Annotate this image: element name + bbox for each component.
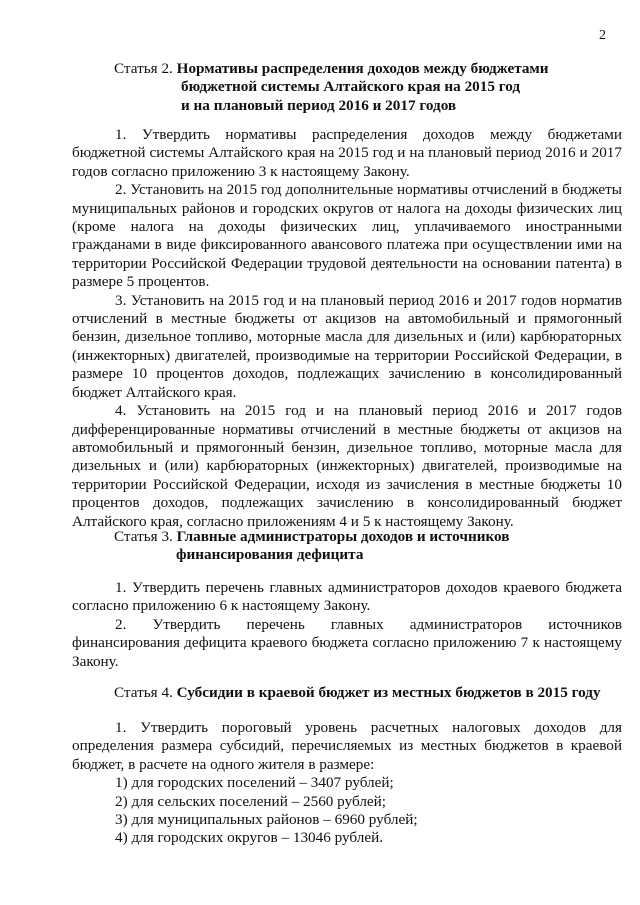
article-3-title-line-2: финансирования дефицита xyxy=(176,546,364,564)
article-2-paragraph-3: 3. Установить на 2015 год и на плановый период 2016 и 2017 годов норматив отчислений в местные бюджеты от акцизов на автомобильный и прямогонный бензин, дизельное топливо, моторные масла для дизельных и (или) карбюраторных (инжекторных) двигателей, производимые на территории Российской Федерации, в размере 10 процентов доходов, подлежащих зачислению в консолидированный бюджет Алтайского края. xyxy=(72,291,622,401)
article-4-title: Субсидии в краевой бюджет из местных бюджетов в 2015 году xyxy=(176,684,601,701)
page-number: 2 xyxy=(599,28,606,43)
list-item: 4) для городских округов – 13046 рублей. xyxy=(115,829,384,847)
article-3-body xyxy=(72,579,622,671)
article-2-paragraph-1: 1. Утвердить нормативы распределения доходов между бюджетами бюджетной системы Алтайского края на 2015 год и на плановый период 2016 и 2017 годов согласно приложению 3 к настоящему Закону. xyxy=(72,126,622,180)
article-3-heading xyxy=(114,528,594,565)
article-2-label: Статья 2. xyxy=(114,60,173,77)
article-2-title-line-2: бюджетной системы Алтайского края на 2015 год xyxy=(181,78,521,96)
article-2-heading xyxy=(114,60,594,115)
article-3-paragraph-1: 1. Утвердить перечень главных администраторов доходов краевого бюджета согласно приложению 6 к настоящему Закону. xyxy=(72,579,622,615)
article-2-paragraph-2: 2. Установить на 2015 год дополнительные нормативы отчислений в бюджеты муниципальных районов и городских округов от налога на доходы физических лиц (кроме налога на доходы физических лиц, уплачиваемого иностранными гражданами в виде фиксированного авансового платежа при осуществлении ими на территории Российской Федерации трудовой деятельности на основании патента) в размере 5 процентов. xyxy=(72,181,622,291)
article-2-body xyxy=(72,126,622,531)
article-2-paragraph-4: 4. Установить на 2015 год и на плановый период 2016 и 2017 годов дифференцированные нормативы отчислений в местные бюджеты от акцизов на автомобильный и прямогонный бензин, дизельное топливо, моторные масла для дизельных и (или) карбюраторных (инжекторных) двигателей, производимые на территории Российской Федерации, исходя из зачисления в местные бюджеты 10 процентов доходов, подлежащих зачислению в консолидированный бюджет Алтайского края, согласно приложениям 4 и 5 к настоящему Закону. xyxy=(72,402,622,530)
article-4-label: Статья 4. xyxy=(114,684,173,701)
list-item: 3) для муниципальных районов – 6960 рублей; xyxy=(115,811,418,829)
threshold-list xyxy=(72,774,622,848)
article-4-heading xyxy=(114,684,624,702)
article-3-paragraph-2: 2. Утвердить перечень главных администраторов источников финансирования дефицита краевого бюджета согласно приложению 7 к настоящему Закону. xyxy=(72,615,622,670)
list-item: 1) для городских поселений – 3407 рублей; xyxy=(115,774,394,792)
article-2-title-line-1: Нормативы распределения доходов между бюджетами xyxy=(176,60,549,77)
article-3-label: Статья 3. xyxy=(114,528,173,545)
list-item: 2) для сельских поселений – 2560 рублей; xyxy=(115,792,386,810)
article-4-body xyxy=(72,719,622,848)
article-3-title-line-1: Главные администраторы доходов и источников xyxy=(176,528,510,545)
article-2-title-line-3: и на плановый период 2016 и 2017 годов xyxy=(181,96,457,114)
article-4-paragraph-1: 1. Утвердить пороговый уровень расчетных налоговых доходов для определения размера субсидий, перечисляемых из местных бюджетов в краевой бюджет, в расчете на одного жителя в размере: xyxy=(72,719,622,773)
